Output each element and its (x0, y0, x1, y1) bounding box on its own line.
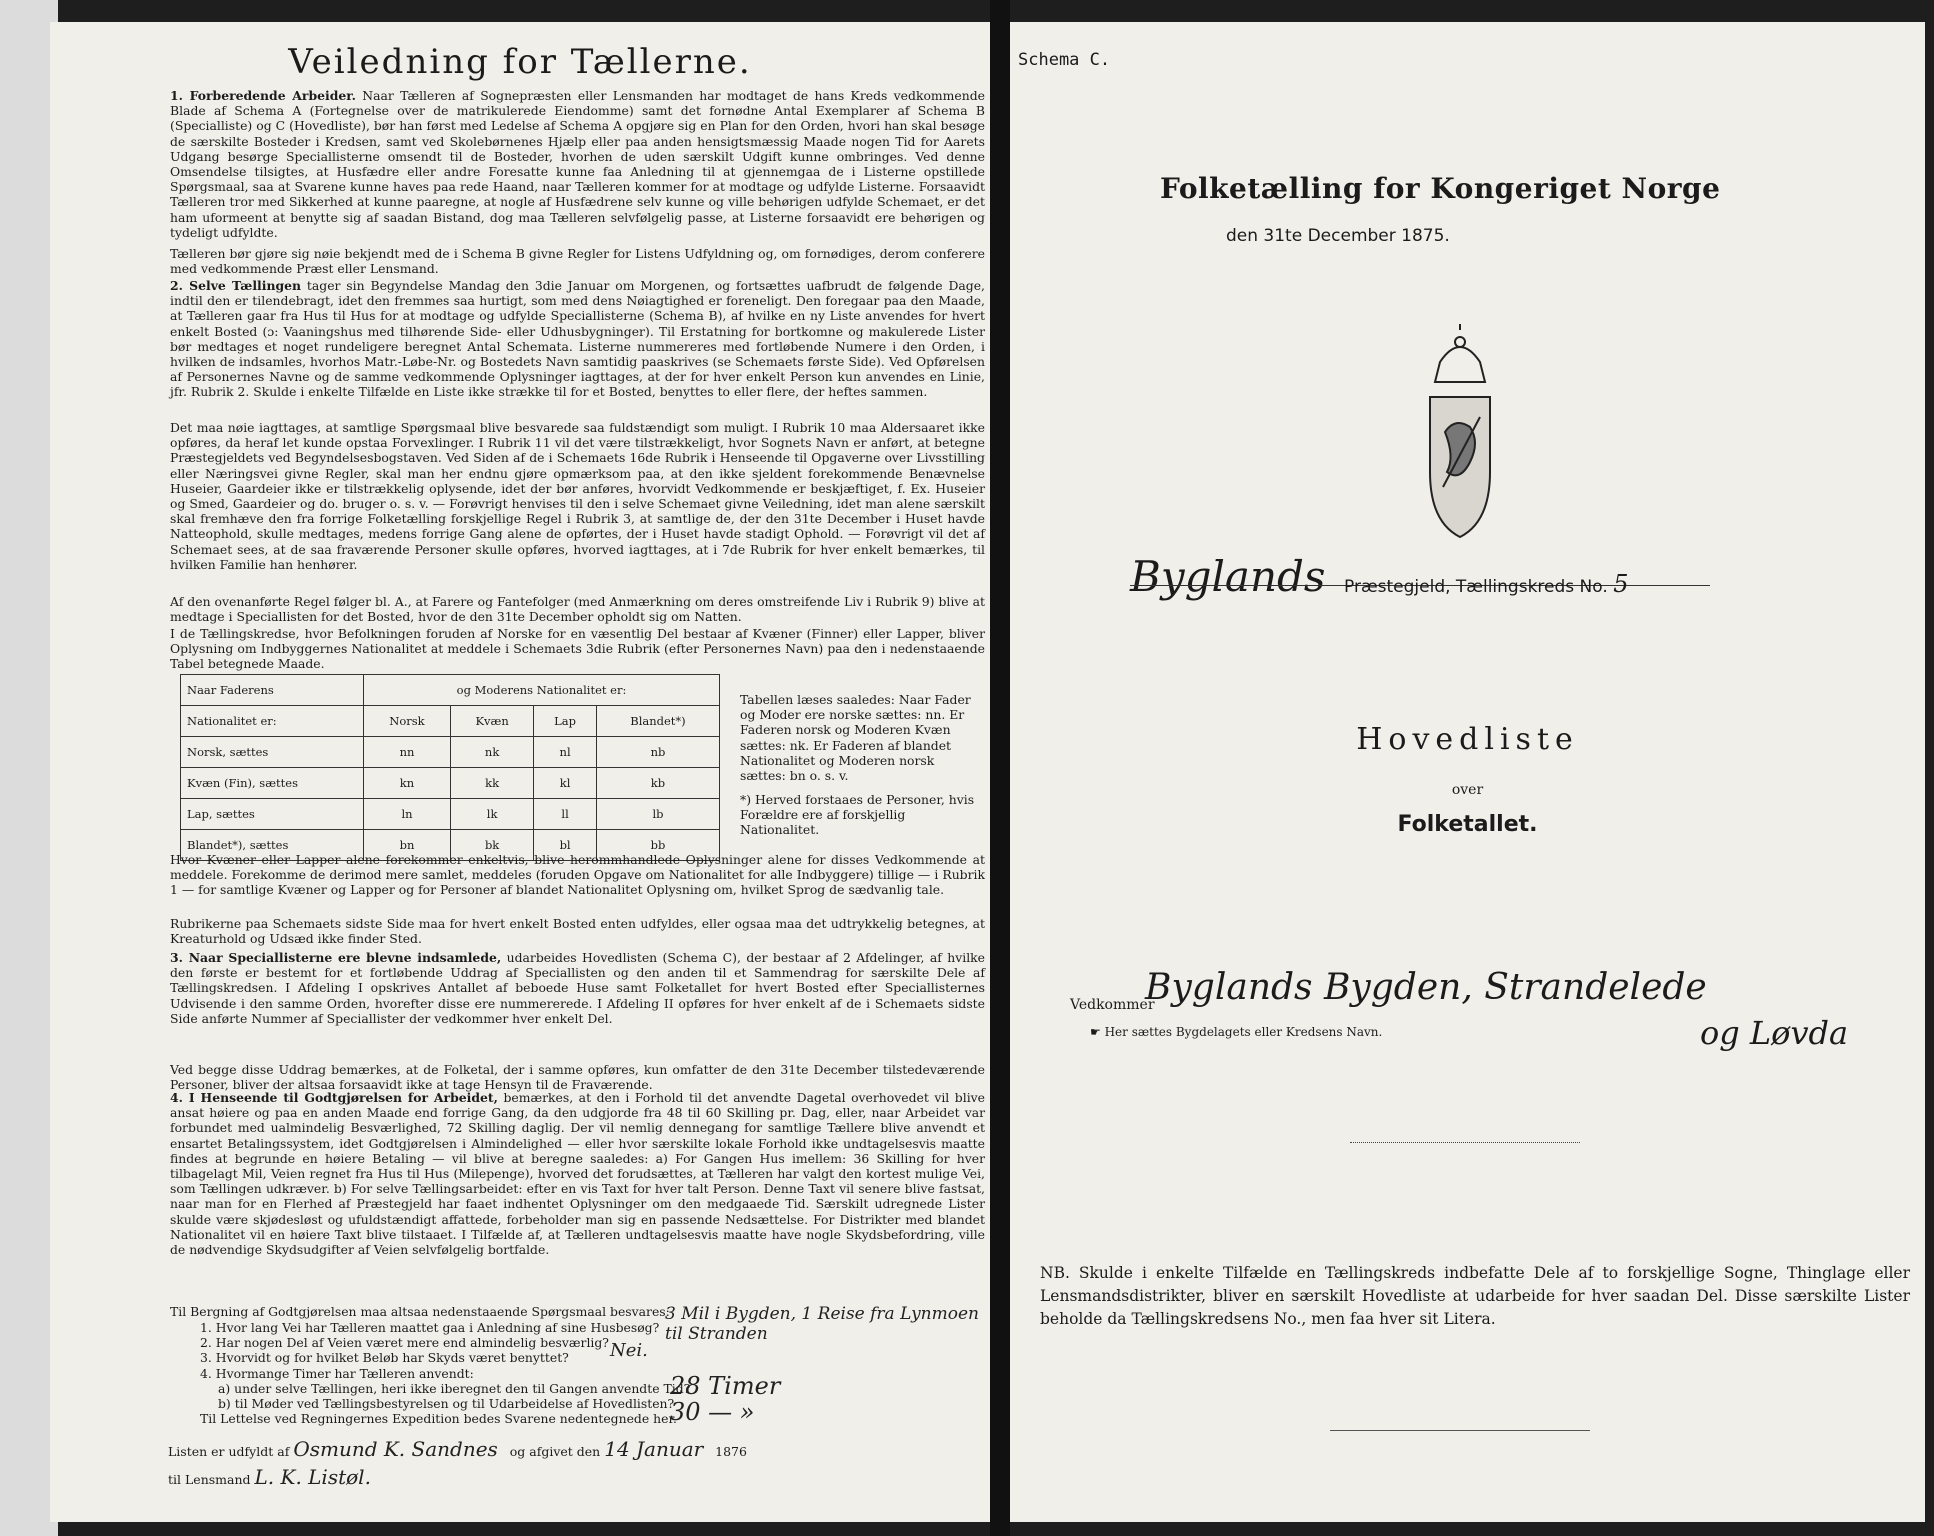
table-cell: kn (364, 768, 451, 799)
table-cell: nl (534, 737, 597, 768)
over-label: over (1451, 782, 1484, 798)
table-cell: lb (596, 799, 719, 830)
table-head: og Moderens Nationalitet er: (364, 675, 720, 706)
list-item: a) under selve Tællingen, heri ikke iberegnet den til Gangen anvendte Tid? (218, 1380, 691, 1396)
table-cell: kl (534, 768, 597, 799)
schema-label: Schema C. (1018, 50, 1111, 70)
section-4: 4. I Henseende til Godtgjørelsen for Arbeidet, bemærkes, at den i Forhold til det anvendte Dagetal overhovedet vil blive ansat høiere og paa en anden Maade end forrige Gang, da den udgjorde fra 48 til 60 Skilling pr. Dag, eller, naar Arbeidet var forbundet med ualmindelig Besværlighed, 72 Skilling daglig. Der vil nemlig dennegang for samtlige Tællere blive anvendt et ensartet Betalingssystem, idet Godtgjørelsen i Almindelighed — eller hvor særskilte lokale Forhold ikke undtagelsesvis maatte findes at begrunde en høiere Betaling — vil blive at beregne saaledes: a) For Gangen Hus imellem: 36 Skilling for hver tilbagelagt Mil, Veien regnet fra Hus til Hus (Milepenge), hvorved det forudsættes, at Tælleren har valgt den kortest mulige Vei, som Tællingen udkræver. b) For selve Tællingsarbeidet: efter en vis Taxt for hver talt Person. Denne Taxt vil senere blive fastsat, naar man for en Flerhed af Præstegjeld har faaet indhentet Oplysninger om den medgaaede Tid. Særskilt udregnede Lister skulde være skjødesløst og ufuldstændigt affattede, forbeholder man sig en passende Nedsættelse. For Distrikter med blandet Nationalitet vil en høiere Taxt blive tilstaaet. I Tilfælde af, at Tælleren undtagelsesvis maatte have nogle Skydsbefordring, ville de nødvendige Skydsudgifter af Veien selvfølgelig bortfalde. (170, 1090, 985, 1258)
lensmand-row: til Lensmand L. K. Listøl. (168, 1465, 371, 1489)
answer-q4a: 28 Timer (670, 1372, 781, 1400)
subject-label: Folketallet. (1397, 812, 1538, 837)
page-title: Veiledning for Tællerne. (288, 42, 752, 82)
norway-coat-of-arms-icon (1385, 322, 1535, 552)
table-cell: bk (450, 830, 533, 861)
table-cell: bn (364, 830, 451, 861)
table-cell: Norsk, sættes (181, 737, 364, 768)
section-2: 2. Selve Tællingen tager sin Begyndelse Mandag den 3die Januar om Morgenen, og fortsættes uafbrudt de følgende Dage, indtil den er tilendebragt, idet den fremmes saa hurtigt, som med dens Nøiagtighed er foreneligt. Den foregaar paa den Maade, at Tælleren gaar fra Hus til Hus for at modtage og udfylde Speciallisterne (Schema B), af hvilke en ny Liste anvendes for hvert enkelt Bosted (ɔ: Vaaningshus med tilhørende Side- eller Udhusbygninger). Til Erstatning for bortkomne og makulerede Lister bør medtages et noget rundeligere beregnet Antal Schemata. Listerne nummereres med fortløbende Numere i den Orden, i hvilken de indsamles, hvorhos Matr.-Løbe-Nr. og Bostedets Navn samtidig paaskrives (se Schemaets første Side). Ved Opførelsen af Personernes Navne og de samme vedkommende Oplysninger iagttages, at der for hver enkelt Person kun anvendes en Linie, jfr. Rubrik 2. Skulde i enkelte Tilfælde en Liste ikke strække til for et Bosted, benyttes to eller flere, der heftes sammen. (170, 278, 985, 400)
table-cell: kb (596, 768, 719, 799)
table-cell: nb (596, 737, 719, 768)
table-row (181, 768, 720, 799)
table-cell: bb (596, 830, 719, 861)
section-2f: Rubrikerne paa Schemaets sidste Side maa for hvert enkelt Bosted enten udfyldes, eller ogsaa maa det udtrykkelig betegnes, at Kreaturhold og Udsæd ikke finder Sted. (170, 916, 985, 947)
answer-q1: 3 Mil i Bygden, 1 Reise fra Lynmoen til Stranden (665, 1304, 979, 1344)
list-item: Til Lettelse ved Regningernes Expedition bedes Svarene nedentegnede her. (200, 1411, 677, 1427)
main-list-title: Hovedliste (1356, 722, 1579, 757)
table-cell: ll (534, 799, 597, 830)
signature-row: Listen er udfyldt af Osmund K. Sandnes og afgivet den 14 Januar 1876 (168, 1437, 747, 1461)
list-item: 3. Hvorvidt og for hvilket Beløb har Skyds været benyttet? (200, 1350, 569, 1366)
section-3b: Ved begge disse Uddrag bemærkes, at de Folketal, der i samme opføres, kun omfatter de den 31te December tilstedeværende Personer, bliver der altsaa forsaavidt ikke at tage Hensyn til de Fraværende. (170, 1062, 985, 1093)
table-footnote: *) Herved forstaaes de Personer, hvis Forældre ere af forskjellig Nationalitet. (740, 792, 975, 838)
answer-q3: Nei. (610, 1340, 648, 1361)
section-1: 1. Forberedende Arbeider. Naar Tælleren af Sognepræsten eller Lensmanden har modtaget de hans Kreds vedkommende Blade af Schema A (Fortegnelse over de matrikulerede Eiendomme) samt det fornødne Antal Exemplarer af Schema B (Specialliste) og C (Hovedliste), bør han først med Ledelse af Schema A opgjøre sig en Plan for den Orden, hvori han skal besøge de særskilte Bosteder i Kredsen, samt ved Skolebørnenes Hjælp eller paa anden hensigtsmæssig Maade nogen Tid for Aarets Udgang besørge Speciallisterne omsendt til de Bosteder, hvorhen de uden særskilt Udgift kunne ombringes. Ved denne Omsendelse tilsigtes, at Husfædre eller andre Foresatte kunne faa Anledning til at gjennemgaa de i Listerne opstillede Spørgsmaal, saa at Svarene kunne haves paa rede Haand, naar Tælleren kommer for at modtage og udfylde Listerne. Forsaavidt Tælleren tror med Sikkerhed at kunne paaregne, at nogle af Husfædrene selv kunne og ville behørigen udfylde Schemaet, er det ham uformeent at benytte sig af saadan Bistand, dog maa Tælleren selvfølgelig passe, at Listerne forsaavidt ere behørigen og tydeligt udfyldte. (170, 88, 985, 240)
section-3: 3. Naar Speciallisterne ere blevne indsamlede, udarbeides Hovedlisten (Schema C), der bestaar af 2 Afdelinger, af hvilke den første er bestemt for et fortløbende Uddrag af Speciallisten og den anden til et Sammendrag for særskilte Dele af Tællingskredsen. I Afdeling I opskrives Antallet af beboede Huse samt Folketallet for hvert Bosted efter Speciallisternes Udvisende i den samme Orden, hvorefter disse ere nummererede. I Afdeling II opføres for hver enkelt af de i Schemaets sidste Side anførte Nummer af Speciallister der vedkommer hver enkelt Del. (170, 950, 985, 1026)
table-head: Lap (534, 706, 597, 737)
section-2d: I de Tællingskredse, hvor Befolkningen foruden af Norske for en væsentlig Del bestaar af Kvæner (Finner) eller Lapper, bliver Oplysning om Indbyggernes Nationalitet at meddele i Schemaets 3die Rubrik (efter Personernes Navn) paa den i nedenstaaende Tabel betegnede Maade. (170, 626, 985, 672)
left-page (50, 22, 990, 1522)
page-gutter (990, 0, 1010, 1536)
list-item: b) til Møder ved Tællingsbestyrelsen og til Udarbeidelse af Hovedlisten? (218, 1396, 675, 1412)
table-cell: nk (450, 737, 533, 768)
census-date: den 31te December 1875. (1226, 226, 1450, 246)
section-2b: Det maa nøie iagttages, at samtlige Spørgsmaal blive besvarede saa fuldstændigt som muligt. I Rubrik 10 maa Aldersaaret ikke opføres, da heraf let kunde opstaa Forvexlinger. I Rubrik 11 vil det være tilstrækkeligt, hvor Sognets Navn er anført, at betegne Præstegjeldets ved Begyndelsesbogstaven. Ved Siden af de i Schemaets 16de Rubrik i Henseende til Opgaverne over Livsstilling eller Næringsvei givne Regler, skal man her endnu gjøre opmærksom paa, at den ikke sjeldent forekommende Benævnelse Huseier, Gaardeier ikke er tilstrækkelig oplysende, idet der bør anføres, hvorvidt Vedkommende er beskjæftiget, f. Ex. Huseier og Smed, Gaardeier og do. bruger o. s. v. — Forøvrigt henvises til den i selve Schemaet givne Veiledning, idet man alene særskilt skal fremhæve den fra forrige Folketælling forskjellige Regel i Rubrik 3, at samtlige de, der den 31te December i Huset havde Natteophold, skulle medtages, medens forrige Gang alene de opførtes, der i Huset havde stadigt Ophold. — Forøvrigt vil det af Schemaet sees, at de saa fraværende Personer skulle opføres, hvorved iagttages, at i 7de Rubrik for hver enkelt bemærkes, til hvilken Familie han henhører. (170, 420, 985, 572)
table-head: Naar Faderens (181, 675, 364, 706)
section-4b: Til Bergning af Godtgjørelsen maa altsaa nedenstaaende Spørgsmaal besvares: (170, 1304, 670, 1319)
nb-note: NB. Skulde i enkelte Tilfælde en Tællingskreds indbefatte Dele af to forskjellige Sogne, Thinglage eller Lensmandsdistrikter, bliver en særskilt Hovedliste at udarbeide for hver saadan Del. Disse særskilte Lister beholde da Tællingskredsens No., men faa hver sit Litera. (1040, 1264, 1910, 1328)
table-cell: Lap, sættes (181, 799, 364, 830)
answer-q4b: 30 — » (670, 1398, 755, 1426)
table-cell: Kvæn (Fin), sættes (181, 768, 364, 799)
table-row (181, 799, 720, 830)
table-explanation: Tabellen læses saaledes: Naar Fader og Moder ere norske sættes: nn. Er Faderen norsk og Moderen Kvæn sættes: nk. Er Faderen af blandet Nationalitet og Moderen norsk sættes: bn o. s. v. (740, 692, 971, 784)
list-item: 2. Har nogen Del af Veien været mere end almindelig besværlig? (200, 1335, 609, 1351)
nationality-table (180, 674, 720, 861)
vedkommer-handwritten-2: og Løvda (1700, 1014, 1849, 1052)
table-head: Blandet*) (596, 706, 719, 737)
pointing-hand-icon: ☛ (1090, 1025, 1101, 1039)
list-item: 4. Hvormange Timer har Tælleren anvendt: (200, 1365, 474, 1381)
district-label: Præstegjeld, Tællingskreds No. 5 (1344, 570, 1629, 598)
form-title: Folketælling for Kongeriget Norge (1160, 172, 1721, 205)
right-page (1010, 22, 1925, 1522)
section-2e: Hvor Kvæner eller Lapper alene forekommer enkeltvis, blive herommhandlede Oplysninger alene for disses Vedkommende at meddele. Forekomme de derimod mere samlet, meddeles (foruden Opgave om Nationalitet for alle Indbyggere) tillige — i Rubrik 1 — for samtlige Kvæner og Lapper og for Personer af blandet Nationalitet Oplysning om, hvilket Sprog de sædvanlig tale. (170, 852, 985, 898)
table-cell: nn (364, 737, 451, 768)
table-cell: ln (364, 799, 451, 830)
section-1b: Tælleren bør gjøre sig nøie bekjendt med de i Schema B givne Regler for Listens Udfyldning og, om fornødiges, derom conferere med vedkommende Præst eller Lensmand. (170, 246, 985, 277)
vedkommer-handwritten: Byglands Bygden, Strandelede (1145, 967, 1707, 1008)
bottom-rule (1330, 1430, 1590, 1431)
vedkommer-label: Vedkommer (1070, 997, 1155, 1013)
table-head: Norsk (364, 706, 451, 737)
parish-handwritten: Byglands (1130, 552, 1326, 601)
table-head: Kvæn (450, 706, 533, 737)
dotted-line (1350, 1142, 1580, 1143)
section-2c: Af den ovenanførte Regel følger bl. A., at Farere og Fantefolger (med Anmærkning om deres omstreifende Liv i Rubrik 9) blive at medtage i Speciallisten for det Bosted, hvor de den 31te December opholdt sig om Natten. (170, 594, 985, 625)
vedkommer-hint: ☛ Her sættes Bygdelagets eller Kredsens Navn. (1090, 1025, 1383, 1039)
table-cell: lk (450, 799, 533, 830)
questions-list (200, 1320, 720, 1426)
table-head: Nationalitet er: (181, 706, 364, 737)
table-cell: Blandet*), sættes (181, 830, 364, 861)
table-cell: bl (534, 830, 597, 861)
table-cell: kk (450, 768, 533, 799)
list-item: 1. Hvor lang Vei har Tælleren maattet gaa i Anledning af sine Husbesøg? (200, 1320, 660, 1335)
table-row (181, 737, 720, 768)
